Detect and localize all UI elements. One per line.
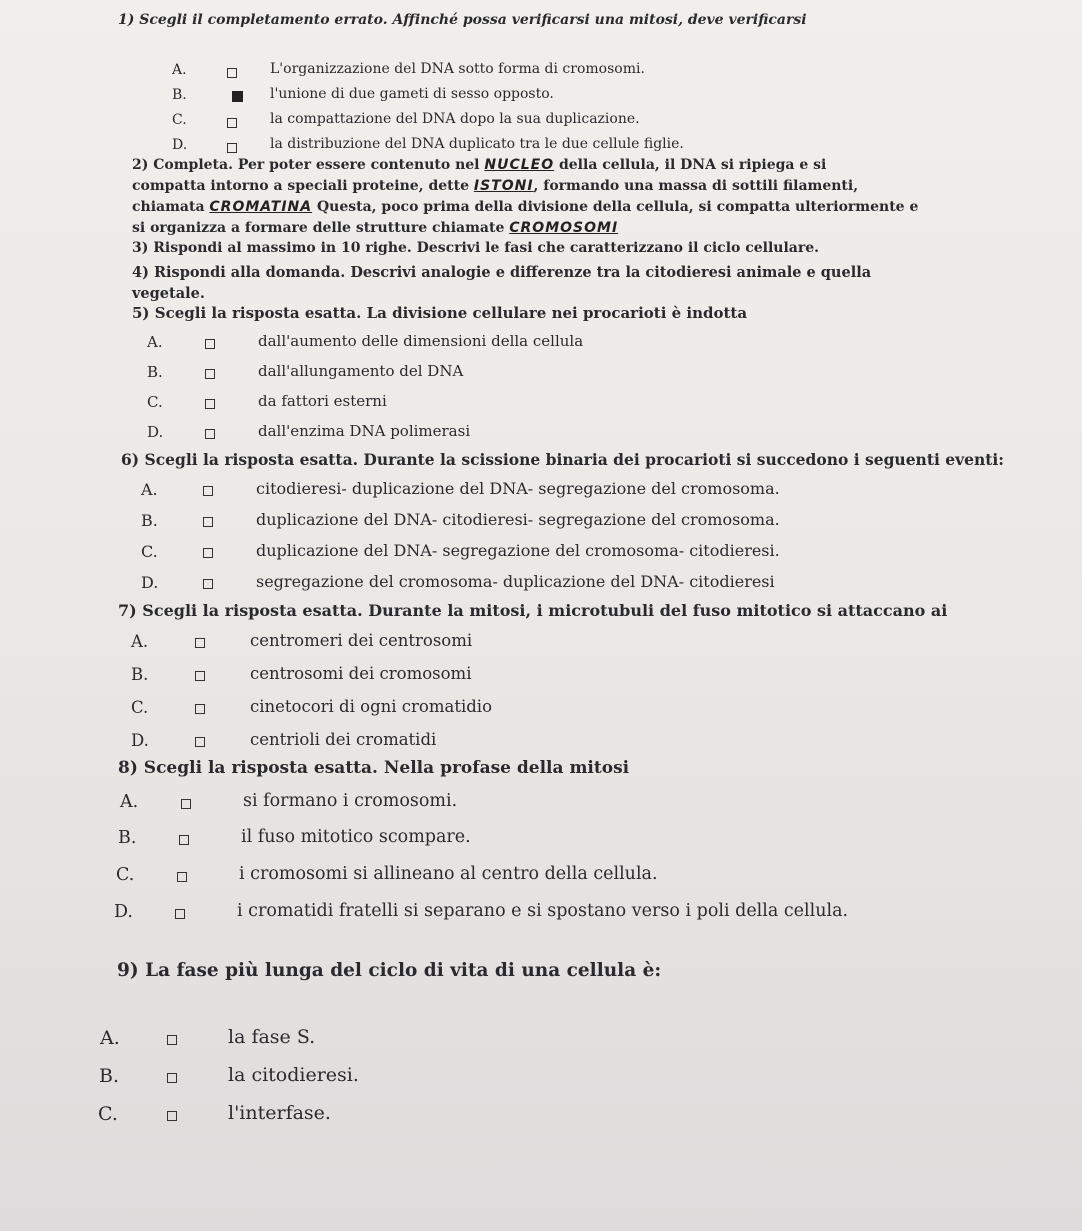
q6-option-a-letter: A. bbox=[141, 480, 158, 499]
q8-option-d-checkbox[interactable] bbox=[175, 909, 185, 919]
q9-option-a-checkbox[interactable] bbox=[167, 1035, 177, 1045]
q2-line-1 bbox=[132, 157, 826, 173]
q6-option-c-letter: C. bbox=[141, 542, 158, 561]
q8-option-b-checkbox[interactable] bbox=[179, 835, 189, 845]
q1-option-a-letter: A. bbox=[172, 62, 187, 78]
q6-option-c-text: duplicazione del DNA- segregazione del cromosoma- citodieresi. bbox=[256, 541, 780, 560]
q8-option-b-letter: B. bbox=[118, 828, 137, 848]
q5-option-a-checkbox[interactable] bbox=[205, 339, 215, 349]
q6-option-d-letter: D. bbox=[141, 573, 159, 592]
q1-option-c-text: la compattazione del DNA dopo la sua duplicazione. bbox=[270, 111, 640, 127]
q6-option-b-text: duplicazione del DNA- citodieresi- segregazione del cromosoma. bbox=[256, 510, 780, 529]
q9-option-c-text: l'interfase. bbox=[228, 1102, 331, 1124]
q2-line-3 bbox=[132, 199, 918, 215]
q8-option-c-letter: C. bbox=[116, 865, 135, 885]
q5-option-d-checkbox[interactable] bbox=[205, 429, 215, 439]
q5-option-b-checkbox[interactable] bbox=[205, 369, 215, 379]
q6-option-b-checkbox[interactable] bbox=[203, 517, 213, 527]
q2-text-3a: chiamata bbox=[132, 199, 205, 215]
q7-option-c-text: cinetocori di ogni cromatidio bbox=[250, 697, 493, 716]
q5-option-c-checkbox[interactable] bbox=[205, 399, 215, 409]
q4-text-line-1: 4) Rispondi alla domanda. Descrivi analogie e differenze tra la citodieresi animale e quella bbox=[132, 264, 872, 281]
q4-text-line-2: vegetale. bbox=[132, 285, 205, 302]
q2-text-1b: della cellula, il DNA si ripiega e si bbox=[558, 157, 827, 173]
q9-text: 9) La fase più lunga del ciclo di vita di una cellula è: bbox=[117, 960, 662, 981]
q1-stem bbox=[118, 12, 807, 28]
q2-text-2a: compatta intorno a speciali proteine, dette bbox=[132, 178, 469, 194]
q2-text-3b: Questa, poco prima della divisione della cellula, si compatta ulteriormente e bbox=[316, 199, 919, 215]
q9-option-b-checkbox[interactable] bbox=[167, 1073, 177, 1083]
q9-option-b-text: la citodieresi. bbox=[228, 1064, 359, 1086]
q8-option-c-checkbox[interactable] bbox=[177, 872, 187, 882]
q7-option-a-checkbox[interactable] bbox=[195, 638, 205, 648]
q7-option-d-letter: D. bbox=[131, 731, 149, 750]
q5-option-d-letter: D. bbox=[147, 423, 164, 441]
q1-option-c-checkbox[interactable] bbox=[227, 118, 237, 128]
q7-text: 7) Scegli la risposta esatta. Durante la mitosi, i microtubuli del fuso mitotico si attaccano ai bbox=[118, 601, 948, 620]
q6-option-b-letter: B. bbox=[141, 511, 158, 530]
q1-number: 1) bbox=[118, 12, 135, 28]
q6-option-a-checkbox[interactable] bbox=[203, 486, 213, 496]
q1-option-b-text: l'unione di due gameti di sesso opposto. bbox=[270, 86, 554, 102]
q2-answer-cromatina[interactable]: CROMATINA bbox=[209, 199, 313, 215]
q1-option-d-checkbox[interactable] bbox=[227, 143, 237, 153]
q7-option-b-text: centrosomi dei cromosomi bbox=[250, 664, 472, 683]
q6-option-c-checkbox[interactable] bbox=[203, 548, 213, 558]
q8-option-a-letter: A. bbox=[120, 792, 139, 812]
q2-text-4a: si organizza a formare delle strutture chiamate bbox=[132, 220, 505, 236]
q7-option-b-letter: B. bbox=[131, 665, 149, 684]
q8-option-d-text: i cromatidi fratelli si separano e si spostano verso i poli della cellula. bbox=[237, 901, 849, 921]
q5-option-d-text: dall'enzima DNA polimerasi bbox=[258, 422, 471, 440]
q5-option-b-text: dall'allungamento del DNA bbox=[258, 362, 464, 380]
q5-option-c-text: da fattori esterni bbox=[258, 392, 387, 410]
q1-option-b-letter: B. bbox=[172, 87, 187, 103]
q6-option-d-text: segregazione del cromosoma- duplicazione del DNA- citodieresi bbox=[256, 572, 775, 591]
q6-text: 6) Scegli la risposta esatta. Durante la scissione binaria dei procarioti si succedono i seguenti eventi: bbox=[121, 450, 1005, 469]
q6-option-a-text: citodieresi- duplicazione del DNA- segregazione del cromosoma. bbox=[256, 479, 780, 498]
q7-option-c-checkbox[interactable] bbox=[195, 704, 205, 714]
q5-text: 5) Scegli la risposta esatta. La divisione cellulare nei procarioti è indotta bbox=[132, 304, 748, 322]
q1-option-d-text: la distribuzione del DNA duplicato tra le due cellule figlie. bbox=[270, 136, 684, 152]
q2-line-4 bbox=[132, 220, 618, 236]
q1-option-c-letter: C. bbox=[172, 112, 187, 128]
q5-option-c-letter: C. bbox=[147, 393, 163, 411]
q6-option-d-checkbox[interactable] bbox=[203, 579, 213, 589]
q2-line-2 bbox=[132, 178, 858, 194]
q2-answer-istoni[interactable]: ISTONI bbox=[473, 178, 534, 194]
q9-option-a-text: la fase S. bbox=[228, 1026, 316, 1048]
q1-option-a-text: L'organizzazione del DNA sotto forma di cromosomi. bbox=[270, 61, 645, 77]
q3-text: 3) Rispondi al massimo in 10 righe. Descrivi le fasi che caratterizzano il ciclo cellulare. bbox=[132, 240, 820, 256]
q7-option-a-letter: A. bbox=[131, 632, 149, 651]
q8-option-a-checkbox[interactable] bbox=[181, 799, 191, 809]
q9-option-c-checkbox[interactable] bbox=[167, 1111, 177, 1121]
q1-option-b-checkbox-marked[interactable] bbox=[232, 91, 243, 102]
q2-text-1a: 2) Completa. Per poter essere contenuto nel bbox=[132, 157, 480, 173]
q8-option-d-letter: D. bbox=[114, 902, 133, 922]
q7-option-d-text: centrioli dei cromatidi bbox=[250, 730, 437, 749]
q1-option-d-letter: D. bbox=[172, 137, 188, 153]
q9-option-a-letter: A. bbox=[100, 1027, 120, 1049]
q7-option-d-checkbox[interactable] bbox=[195, 737, 205, 747]
q8-option-c-text: i cromosomi si allineano al centro della cellula. bbox=[239, 864, 658, 884]
q9-option-c-letter: C. bbox=[98, 1103, 118, 1125]
q9-option-b-letter: B. bbox=[99, 1065, 120, 1087]
q2-answer-nucleo[interactable]: NUCLEO bbox=[484, 157, 555, 173]
q5-option-a-letter: A. bbox=[147, 333, 163, 351]
q2-answer-cromosomi[interactable]: CROMOSOMI bbox=[509, 220, 619, 236]
q8-option-a-text: si formano i cromosomi. bbox=[243, 791, 458, 811]
q7-option-a-text: centromeri dei centrosomi bbox=[250, 631, 473, 650]
q5-option-a-text: dall'aumento delle dimensioni della cellula bbox=[258, 332, 584, 350]
q1-option-a-checkbox[interactable] bbox=[227, 68, 237, 78]
q7-option-c-letter: C. bbox=[131, 698, 149, 717]
q8-text: 8) Scegli la risposta esatta. Nella profase della mitosi bbox=[118, 758, 630, 778]
q2-text-2b: , formando una massa di sottili filamenti, bbox=[533, 178, 859, 194]
q7-option-b-checkbox[interactable] bbox=[195, 671, 205, 681]
q1-text: Scegli il completamento errato. Affinché possa verificarsi una mitosi, deve verificarsi bbox=[139, 12, 807, 28]
q8-option-b-text: il fuso mitotico scompare. bbox=[241, 827, 471, 847]
q5-option-b-letter: B. bbox=[147, 363, 163, 381]
